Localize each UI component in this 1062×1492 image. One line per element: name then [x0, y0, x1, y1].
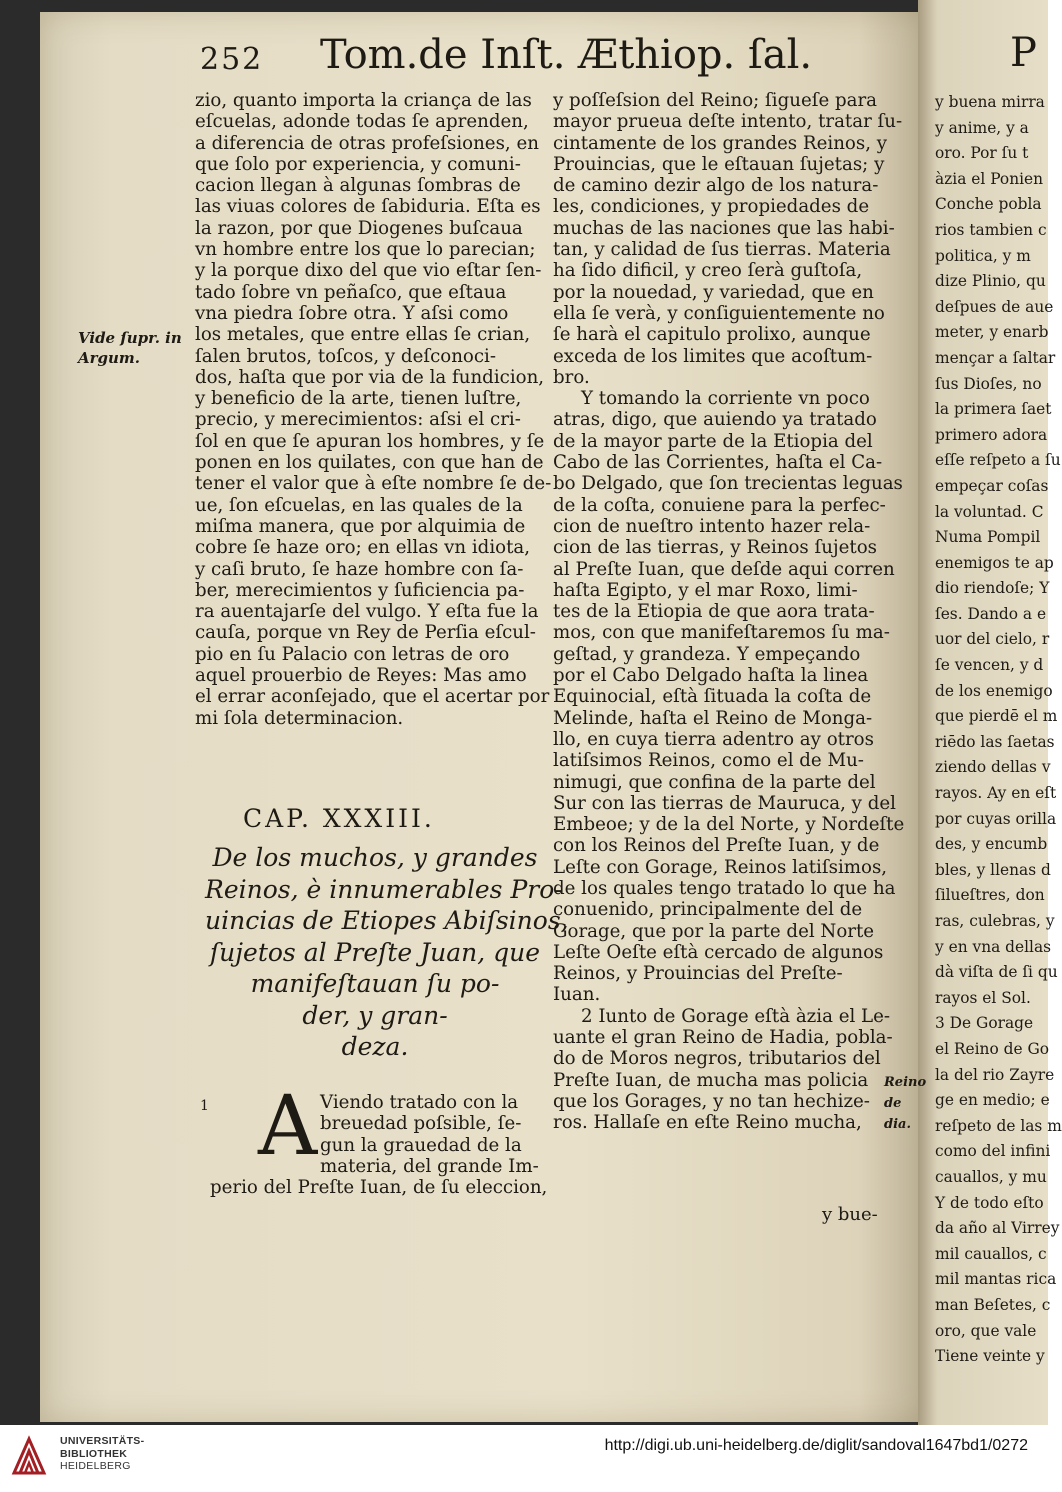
- text-line: 2 Iunto de Gorage eſtà àzia el Le-: [581, 1005, 891, 1027]
- text-line: Reinos, y Prouincias del Preſte-: [553, 963, 843, 985]
- text-line: Tiene veinte y: [935, 1347, 1045, 1366]
- text-line: bro.: [553, 366, 590, 388]
- text-line: politica, y m: [935, 246, 1031, 265]
- text-line: ponen en los quilates, con que han de: [195, 452, 544, 474]
- library-line: BIBLIOTHEK: [60, 1447, 128, 1460]
- text-line: materia, del grande Im-: [320, 1155, 539, 1177]
- margin-note-line: Vide ſupr. in: [78, 329, 182, 347]
- text-line: breuedad poſsible, ſe-: [320, 1113, 522, 1135]
- text-line: Preſte Iuan, de mucha mas policia: [553, 1069, 869, 1091]
- text-line: uante el gran Reino de Hadia, pobla-: [553, 1027, 893, 1049]
- text-line: exceda de los limites que acoſtum-: [553, 345, 873, 367]
- margin-note-2: [884, 1072, 927, 1135]
- text-line: des, y encumb: [935, 835, 1048, 854]
- text-line: oro. Por ſu t: [935, 144, 1029, 163]
- text-line: primero adora: [935, 425, 1048, 444]
- text-line: Iuan.: [553, 984, 601, 1006]
- text-line: perio del Preſte Iuan, de ſu eleccion,: [210, 1177, 548, 1199]
- text-line: los metales, que entre ellas ſe crian,: [195, 324, 531, 346]
- text-line: bo Delgado, que ſon trecientas leguas: [553, 473, 903, 495]
- text-line: vna piedra ſobre otra. Y aſsi como: [195, 302, 509, 324]
- text-line: ros. Hallaſe en eſte Reino mucha,: [553, 1112, 862, 1134]
- subtitle-line: manifeſtauan ſu po-: [250, 969, 500, 998]
- text-line: ſilueſtres, don: [935, 886, 1045, 905]
- text-line: ſus Dioſes, no: [935, 374, 1042, 393]
- text-line: latiſsimos Reinos, como el de Mu-: [553, 750, 864, 772]
- footer: [0, 1425, 1042, 1492]
- text-line: ſol en que ſe apuran los hombres, y ſe: [195, 430, 545, 452]
- text-line: con los Reinos del Preſte Iuan, y de: [553, 835, 880, 857]
- text-line: meter, y enarb: [935, 323, 1049, 342]
- text-line: ella ſe verà, y conſiguientemente no: [553, 302, 885, 324]
- text-line: empeçar coſas: [935, 476, 1049, 495]
- column-1: [195, 90, 552, 729]
- text-line: tado ſobre vn peñaſco, que eſtaua: [195, 281, 507, 303]
- text-line: la voluntad. C: [935, 502, 1044, 521]
- text-line: vn hombre entre los que lo parecian;: [195, 239, 536, 261]
- text-line: Y tomando la corriente vn poco: [581, 388, 870, 410]
- text-line: y en vna dellas: [935, 937, 1052, 956]
- text-line: dio riendoſe; Y: [935, 579, 1050, 598]
- text-line: Cabo de las Corrientes, haſta el Ca-: [553, 452, 883, 474]
- text-line: mil mantas rica: [935, 1270, 1057, 1289]
- text-line: que ſolo por experiencia, y comuni-: [195, 153, 521, 175]
- text-line: Viendo tratado con la: [320, 1092, 519, 1113]
- text-line: por la nouedad, y variedad, que en: [553, 281, 874, 303]
- text-line: y caſi bruto, ſe haze hombre con ſa-: [195, 558, 524, 580]
- text-line: ſes. Dando a e: [935, 604, 1047, 623]
- column-2: [553, 90, 905, 1134]
- text-line: deſpues de aue: [935, 297, 1054, 316]
- margin-note: [78, 328, 188, 368]
- margin-note-line: dia.: [884, 1117, 911, 1132]
- text-line: las viuas colores de ſabiduria. Eſta es: [195, 196, 541, 218]
- right-page-column: [935, 90, 1062, 1370]
- text-line: ue, ſon eſcuelas, en las quales de la: [195, 494, 523, 516]
- text-line: como del infini: [935, 1142, 1051, 1161]
- margin-note-line: Reino de: [884, 1075, 927, 1111]
- text-line: cion de nueſtro intento hazer rela-: [553, 515, 871, 537]
- margin-note-line: Argum.: [78, 349, 141, 367]
- catchword: y bue-: [822, 1204, 878, 1225]
- text-line: de los enemigo: [935, 681, 1053, 700]
- text-line: ber, merecimientos y ſuficiencia pa-: [195, 579, 525, 601]
- text-line: Embeoe; y de la del Norte, y Nordeſte: [553, 814, 905, 836]
- subtitle-line: deza.: [341, 1032, 409, 1061]
- right-page-head: P: [1010, 30, 1037, 76]
- text-line: dos, haſta que por via de la fundicion,: [195, 366, 545, 388]
- text-line: tener el valor que à eſte nombre ſe de-: [195, 473, 552, 495]
- text-line: llo, en cuya tierra adentro ay otros: [553, 728, 874, 750]
- text-line: por cuyas orilla: [935, 809, 1057, 828]
- text-line: les, condiciones, y propiedades de: [553, 196, 870, 218]
- text-line: geſtad, y grandeza. Y empeçando: [553, 643, 861, 665]
- text-line: que los Gorages, y no tan hechize-: [553, 1090, 870, 1112]
- text-line: tes de la Etiopia de que aora trata-: [553, 601, 875, 623]
- text-line: Gorage, que por la parte del Norte: [553, 920, 875, 942]
- chapter-subtitle: [205, 842, 569, 1063]
- library-line: UNIVERSITÄTS-: [60, 1435, 145, 1447]
- text-line: cacion llegan à algunas ſombras de: [195, 175, 521, 197]
- text-line: tan, y calidad de ſus tierras. Materia: [553, 239, 891, 261]
- text-line: ge en medio; e: [935, 1091, 1050, 1110]
- text-line: la razon, por que Diogenes buſcaua: [195, 217, 523, 239]
- text-line: man Beſetes, c: [935, 1295, 1051, 1314]
- text-line: ſe harà el capitulo prolixo, aunque: [553, 324, 871, 346]
- text-line: y la porque dixo del que vio eſtar ſen-: [195, 260, 542, 282]
- text-line: rayos. Ay en eſt: [935, 784, 1057, 803]
- library-line: HEIDELBERG: [60, 1460, 131, 1472]
- text-line: ra auentajarſe del vulgo. Y eſta fue la: [195, 601, 539, 623]
- text-line: la primera ſaet: [935, 400, 1052, 419]
- text-line: Y de todo eſto: [935, 1193, 1044, 1212]
- text-line: y poſſeſsion del Reino; ſigueſe para: [553, 90, 878, 111]
- text-line: Prouincias, que le eſtauan ſujetas; y: [553, 153, 885, 175]
- text-line: gun la grauedad de la: [320, 1134, 522, 1156]
- drop-cap: A: [258, 1079, 318, 1174]
- text-line: ſalen brutos, toſcos, y deſconoci-: [195, 345, 497, 367]
- subtitle-line: der, y gran-: [302, 1000, 448, 1030]
- text-line: ſe vencen, y d: [935, 656, 1044, 675]
- chapter-heading: CAP. XXXIII.: [243, 804, 435, 833]
- text-line: cintamente de los grandes Reinos, y: [553, 132, 888, 154]
- text-line: Leſte Oeſte eſtà cercado de algunos: [553, 941, 884, 963]
- text-line: de la mayor parte de la Etiopia del: [553, 430, 873, 452]
- text-line: de camino dezir algo de los natura-: [553, 175, 879, 197]
- opening-paragraph: [210, 1079, 548, 1199]
- text-line: cion de las tierras, y Reinos ſujetos: [553, 537, 877, 559]
- text-line: la del rio Zayre: [935, 1065, 1055, 1084]
- text-line: reſpeto de las m: [935, 1116, 1062, 1135]
- library-logo-icon: [10, 1433, 48, 1479]
- text-line: el Reino de Go: [935, 1039, 1050, 1058]
- text-line: do de Moros negros, tributarios del: [553, 1048, 881, 1070]
- page-url-link[interactable]: http://digi.ub.uni-heidelberg.de/diglit/sandoval1647bd1/0272: [604, 1437, 1028, 1454]
- text-line: mi ſola determinacion.: [195, 707, 404, 729]
- text-line: de la coſta, conuiene para la perfec-: [553, 494, 886, 516]
- text-line: Sur con las tierras de Mauruca, y del: [553, 792, 896, 814]
- text-line: atras, digo, que auiendo ya tratado: [553, 409, 877, 431]
- text-line: ha ſido dificil, y creo ſerà guſtoſa,: [553, 260, 863, 282]
- text-line: conuenido, principalmente del de: [553, 899, 863, 921]
- text-line: al Preſte Iuan, que deſde aqui corren: [553, 558, 895, 580]
- text-line: oro, que vale: [935, 1321, 1037, 1340]
- text-line: mil cauallos, c: [935, 1244, 1047, 1263]
- text-line: Leſte con Gorage, Reinos latiſsimos,: [553, 856, 888, 878]
- text-line: uor del cielo, r: [935, 630, 1050, 649]
- text-line: riēdo las ſaetas: [935, 732, 1055, 751]
- text-line: aquel prouerbio de Reyes: Mas amo: [195, 665, 527, 687]
- text-line: mençar a ſaltar: [935, 348, 1056, 367]
- text-line: por el Cabo Delgado haſta la linea: [553, 665, 869, 687]
- library-name: [60, 1435, 144, 1473]
- text-line: mos, con que manifeſtaremos ſu ma-: [553, 622, 890, 644]
- text-line: cauſa, porque vn Rey de Perſia eſcul-: [195, 622, 536, 644]
- text-line: y anime, y a: [935, 118, 1029, 137]
- text-line: eſſe reſpeto a ſu: [935, 451, 1061, 470]
- text-line: nimugi, que confina de la parte del: [553, 771, 876, 793]
- text-line: cobre ſe haze oro; en ellas vn idiota,: [195, 537, 531, 559]
- text-line: ziendo dellas v: [935, 758, 1051, 777]
- text-line: eſcuelas, adonde todas ſe aprenden,: [195, 111, 529, 133]
- text-line: rayos el Sol.: [935, 988, 1031, 1007]
- text-line: zio, quanto importa la criança de las: [195, 90, 532, 111]
- text-line: mayor prueua deſte intento, tratar ſu-: [553, 111, 903, 133]
- subtitle-line: De los muchos, y grandes: [212, 843, 538, 872]
- text-line: el errar aconſejado, que el acertar por: [195, 686, 550, 708]
- text-line: Equinocial, eſtà ſituada la coſta de: [553, 686, 872, 708]
- text-line: pio en ſu Palacio con letras de oro: [195, 643, 510, 665]
- text-line: de los quales tengo tratado lo que ha: [553, 877, 896, 899]
- text-line: a diferencia de otras profeſsiones, en: [195, 132, 539, 154]
- text-line: 3 De Gorage: [935, 1014, 1034, 1033]
- text-line: enemigos te ap: [935, 553, 1054, 572]
- text-line: Conche pobla: [935, 195, 1042, 214]
- text-line: que pierdē el m: [935, 707, 1058, 726]
- text-line: y buena mirra: [935, 93, 1045, 111]
- text-line: ras, culebras, y: [935, 912, 1055, 930]
- page-number: 252: [200, 42, 264, 77]
- text-line: muchas de las naciones que las habi-: [553, 217, 895, 239]
- subtitle-line: Reinos, è innumerables Pro-: [205, 874, 563, 904]
- text-line: Numa Pompil: [935, 528, 1041, 547]
- subtitle-line: uincias de Etiopes Abiſsinos,: [205, 906, 569, 935]
- text-line: y beneficio de la arte, tienen luſtre,: [195, 388, 522, 410]
- section-mark: 1: [200, 1098, 209, 1114]
- text-line: haſta Egipto, y el mar Roxo, limi-: [553, 579, 858, 601]
- text-line: dà viſta de ſi qu: [935, 963, 1058, 982]
- text-line: bles, y llenas d: [935, 860, 1051, 879]
- text-line: da año al Virrey: [935, 1219, 1060, 1238]
- text-line: àzia el Ponien: [935, 169, 1044, 188]
- running-head: [190, 30, 890, 80]
- text-line: precio, y merecimientos: aſsi el cri-: [195, 409, 521, 431]
- text-line: rios tambien c: [935, 220, 1047, 239]
- text-line: Melinde, haſta el Reino de Monga-: [553, 707, 873, 729]
- text-line: dize Plinio, qu: [935, 272, 1046, 291]
- text-line: miſma manera, que por alquimia de: [195, 515, 526, 537]
- subtitle-line: ſujetos al Preſte Juan, que: [209, 937, 541, 967]
- running-title: Tom.de Inſt. Æthiop. ſal.: [320, 32, 813, 78]
- text-line: cauallos, y mu: [935, 1167, 1047, 1186]
